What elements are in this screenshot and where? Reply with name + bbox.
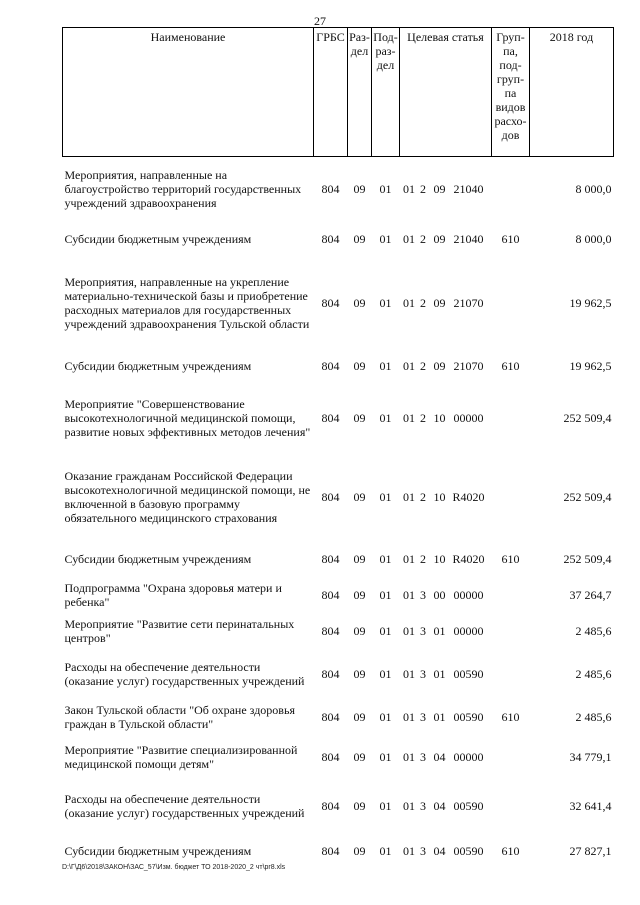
target-article-cs3: 00 — [433, 587, 446, 602]
row-name: Субсидии бюджетным учреждениям — [64, 551, 252, 566]
target-article-cs4: 00000 — [453, 410, 484, 425]
row-razdel: 09 — [353, 798, 366, 813]
target-article-cs2: 2 — [420, 231, 426, 246]
row-name: Мероприятия, направленные на благоустройство территорий государственных учреждений здравоохранения — [64, 167, 302, 210]
target-article-cs2: 3 — [420, 749, 426, 764]
table-body — [63, 157, 614, 869]
row-grbs: 804 — [321, 666, 340, 681]
target-article-cs1: 01 — [403, 709, 415, 724]
row-grbs: 804 — [321, 295, 340, 310]
target-article-cs4: 00590 — [453, 709, 484, 724]
target-article-cs1: 01 — [403, 231, 415, 246]
target-article-cs3: 09 — [433, 231, 446, 246]
row-podrazdel: 01 — [379, 551, 392, 566]
row-target-article — [400, 221, 492, 257]
table-row — [63, 613, 614, 649]
target-article-cs4: 00590 — [453, 843, 484, 858]
row-name: Субсидии бюджетным учреждениям — [64, 358, 252, 373]
row-target-article — [400, 257, 492, 349]
row-amount: 252 509,4 — [563, 489, 612, 504]
row-grbs: 804 — [321, 587, 340, 602]
target-article-cs1: 01 — [403, 623, 415, 638]
row-podrazdel: 01 — [379, 666, 392, 681]
row-name: Мероприятия, направленные на укрепление материально-технической базы и приобретение расходных материалов для государственных учреждений здравоохранения Тульской области — [64, 274, 310, 331]
row-group — [492, 257, 530, 349]
row-razdel: 09 — [353, 358, 366, 373]
target-article-cs1: 01 — [403, 181, 415, 196]
row-group: 610 — [501, 709, 520, 724]
target-article-cs2: 2 — [420, 181, 426, 196]
row-podrazdel: 01 — [379, 587, 392, 602]
table-row — [63, 257, 614, 349]
header-group: Груп-па, под-груп-па видов расхо-дов — [492, 28, 530, 157]
row-amount: 8 000,0 — [575, 181, 612, 196]
row-podrazdel: 01 — [379, 410, 392, 425]
table-row — [63, 735, 614, 779]
row-podrazdel: 01 — [379, 749, 392, 764]
target-article-cs1: 01 — [403, 295, 415, 310]
row-grbs: 804 — [321, 709, 340, 724]
page-number: 27 — [314, 14, 326, 28]
target-article-cs4: 21040 — [453, 231, 484, 246]
target-article-cs3: 09 — [433, 358, 446, 373]
target-article-cs4: 21070 — [453, 295, 484, 310]
table-row — [63, 221, 614, 257]
table-row — [63, 383, 614, 453]
header-name: Наименование — [63, 28, 314, 157]
target-article-cs1: 01 — [403, 551, 415, 566]
target-article-cs4: 00590 — [453, 798, 484, 813]
target-article-cs3: 01 — [433, 666, 446, 681]
target-article-cs1: 01 — [403, 358, 415, 373]
row-podrazdel: 01 — [379, 623, 392, 638]
header-grbs: ГРБС — [314, 28, 348, 157]
row-razdel: 09 — [353, 410, 366, 425]
budget-table — [62, 27, 614, 869]
header-podrazdel: Под-раз-дел — [372, 28, 400, 157]
target-article-cs2: 2 — [420, 489, 426, 504]
row-amount: 19 962,5 — [569, 295, 612, 310]
row-amount: 37 264,7 — [569, 587, 612, 602]
row-razdel: 09 — [353, 843, 366, 858]
row-group: 610 — [501, 843, 520, 858]
target-article-cs1: 01 — [403, 798, 415, 813]
row-amount: 34 779,1 — [569, 749, 612, 764]
row-amount: 252 509,4 — [563, 551, 612, 566]
header-razdel: Раз-дел — [348, 28, 372, 157]
target-article-cs1: 01 — [403, 410, 415, 425]
target-article-cs2: 2 — [420, 410, 426, 425]
row-razdel: 09 — [353, 551, 366, 566]
row-target-article — [400, 577, 492, 613]
row-target-article — [400, 735, 492, 779]
row-group — [492, 453, 530, 541]
row-amount: 19 962,5 — [569, 358, 612, 373]
row-amount: 2 485,6 — [575, 709, 612, 724]
row-razdel: 09 — [353, 749, 366, 764]
row-grbs: 804 — [321, 551, 340, 566]
table-row — [63, 699, 614, 735]
row-group — [492, 577, 530, 613]
target-article-cs4: R4020 — [452, 489, 485, 504]
row-name: Расходы на обеспечение деятельности (оказание услуг) государственных учреждений — [64, 659, 305, 688]
row-grbs: 804 — [321, 358, 340, 373]
target-article-cs1: 01 — [403, 666, 415, 681]
row-grbs: 804 — [321, 489, 340, 504]
target-article-cs2: 3 — [420, 709, 426, 724]
row-target-article — [400, 541, 492, 577]
row-group: 610 — [501, 551, 520, 566]
target-article-cs2: 2 — [420, 358, 426, 373]
target-article-cs2: 3 — [420, 666, 426, 681]
target-article-cs1: 01 — [403, 587, 415, 602]
row-amount: 252 509,4 — [563, 410, 612, 425]
row-podrazdel: 01 — [379, 231, 392, 246]
target-article-cs3: 04 — [433, 749, 446, 764]
table-row — [63, 157, 614, 221]
row-razdel: 09 — [353, 709, 366, 724]
row-group — [492, 383, 530, 453]
row-name: Подпрограмма "Охрана здоровья матери и ребенка" — [64, 580, 282, 609]
target-article-cs1: 01 — [403, 749, 415, 764]
target-article-cs2: 3 — [420, 623, 426, 638]
target-article-cs3: 10 — [433, 551, 446, 566]
table-row — [63, 577, 614, 613]
row-name: Мероприятие "Развитие специализированной медицинской помощи детям" — [64, 742, 298, 771]
row-group — [492, 735, 530, 779]
row-target-article — [400, 649, 492, 699]
header-year: 2018 год — [530, 28, 614, 157]
row-target-article — [400, 157, 492, 221]
row-podrazdel: 01 — [379, 709, 392, 724]
target-article-cs3: 10 — [433, 410, 446, 425]
table-row — [63, 453, 614, 541]
target-article-cs4: R4020 — [452, 551, 485, 566]
row-grbs: 804 — [321, 749, 340, 764]
row-name: Закон Тульской области "Об охране здоровья граждан в Тульской области" — [64, 702, 295, 731]
row-target-article — [400, 833, 492, 869]
target-article-cs3: 09 — [433, 181, 446, 196]
row-group: 610 — [501, 231, 520, 246]
target-article-cs1: 01 — [403, 489, 415, 504]
row-podrazdel: 01 — [379, 295, 392, 310]
row-name: Субсидии бюджетным учреждениям — [64, 231, 252, 246]
row-podrazdel: 01 — [379, 843, 392, 858]
row-target-article — [400, 779, 492, 833]
table-row — [63, 349, 614, 383]
table-row — [63, 541, 614, 577]
row-target-article — [400, 699, 492, 735]
target-article-cs4: 21070 — [453, 358, 484, 373]
target-article-cs2: 3 — [420, 798, 426, 813]
row-name: Оказание гражданам Российской Федерации высокотехнологичной медицинской помощи, не включенной в базовую программу обязательного медицинского страхования — [64, 468, 311, 525]
row-grbs: 804 — [321, 798, 340, 813]
target-article-cs2: 3 — [420, 587, 426, 602]
table-row — [63, 779, 614, 833]
target-article-cs2: 3 — [420, 843, 426, 858]
row-name: Субсидии бюджетным учреждениям — [64, 843, 252, 858]
table-row — [63, 649, 614, 699]
target-article-cs1: 01 — [403, 843, 415, 858]
row-podrazdel: 01 — [379, 489, 392, 504]
row-group — [492, 779, 530, 833]
row-group — [492, 613, 530, 649]
target-article-cs3: 10 — [433, 489, 446, 504]
row-amount: 2 485,6 — [575, 623, 612, 638]
row-target-article — [400, 613, 492, 649]
row-amount: 2 485,6 — [575, 666, 612, 681]
target-article-cs3: 09 — [433, 295, 446, 310]
row-podrazdel: 01 — [379, 181, 392, 196]
row-podrazdel: 01 — [379, 798, 392, 813]
row-grbs: 804 — [321, 843, 340, 858]
target-article-cs4: 00000 — [453, 587, 484, 602]
row-group — [492, 157, 530, 221]
target-article-cs3: 01 — [433, 709, 446, 724]
target-article-cs2: 2 — [420, 551, 426, 566]
row-grbs: 804 — [321, 231, 340, 246]
target-article-cs3: 04 — [433, 798, 446, 813]
row-group: 610 — [501, 358, 520, 373]
header-target: Целевая статья — [400, 28, 492, 157]
row-amount: 8 000,0 — [575, 231, 612, 246]
row-razdel: 09 — [353, 489, 366, 504]
row-razdel: 09 — [353, 181, 366, 196]
row-razdel: 09 — [353, 623, 366, 638]
target-article-cs4: 00000 — [453, 749, 484, 764]
row-name: Мероприятие "Развитие сети перинатальных центров" — [64, 616, 295, 645]
row-razdel: 09 — [353, 666, 366, 681]
target-article-cs3: 01 — [433, 623, 446, 638]
target-article-cs4: 00590 — [453, 666, 484, 681]
row-name: Мероприятие "Совершенствование высокотехнологичной медицинской помощи, развитие новых эффективных методов лечения" — [64, 396, 311, 439]
row-razdel: 09 — [353, 231, 366, 246]
row-amount: 27 827,1 — [569, 843, 612, 858]
row-grbs: 804 — [321, 410, 340, 425]
row-target-article — [400, 453, 492, 541]
row-group — [492, 649, 530, 699]
target-article-cs2: 2 — [420, 295, 426, 310]
row-target-article — [400, 349, 492, 383]
row-name: Расходы на обеспечение деятельности (оказание услуг) государственных учреждений — [64, 791, 305, 820]
row-grbs: 804 — [321, 181, 340, 196]
row-amount: 32 641,4 — [569, 798, 612, 813]
row-razdel: 09 — [353, 587, 366, 602]
row-razdel: 09 — [353, 295, 366, 310]
target-article-cs4: 21040 — [453, 181, 484, 196]
footer-file-path: D:\Г\Д6\2018\ЗАКОН\ЗАС_57\Изм. бюджет ТО 2018-2020_2 чт\pr8.xls — [62, 864, 286, 871]
target-article-cs3: 04 — [433, 843, 446, 858]
row-target-article — [400, 383, 492, 453]
row-grbs: 804 — [321, 623, 340, 638]
row-podrazdel: 01 — [379, 358, 392, 373]
target-article-cs4: 00000 — [453, 623, 484, 638]
